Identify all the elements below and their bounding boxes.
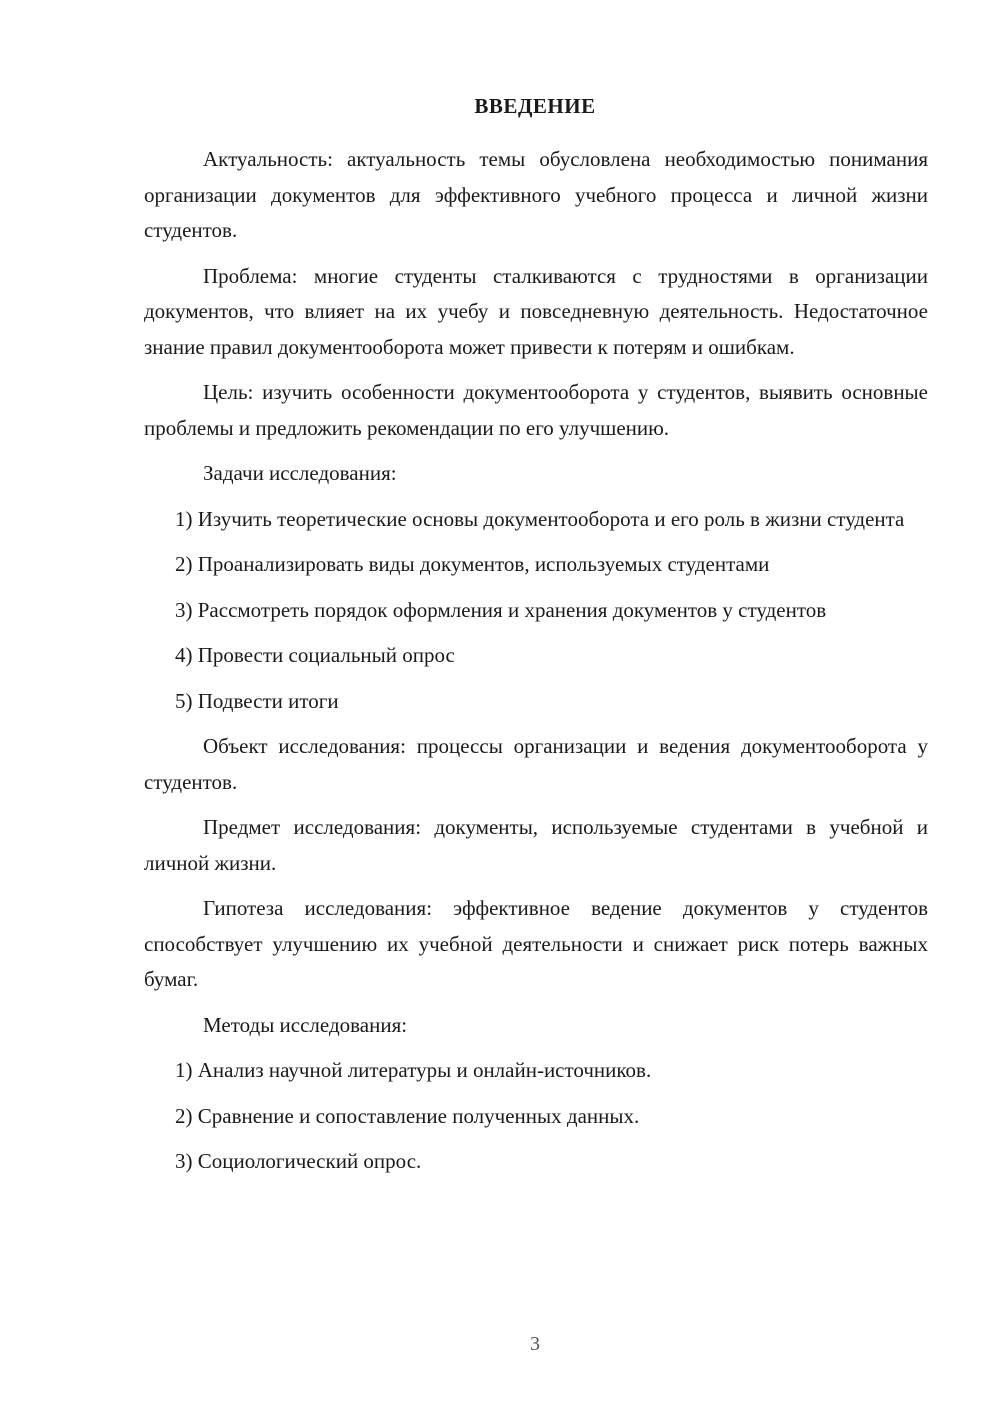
method-item-2: 2) Сравнение и сопоставление полученных данных. bbox=[175, 1103, 640, 1128]
section-heading: ВВЕДЕНИЕ bbox=[474, 94, 596, 118]
goal-paragraph: Цель: изучить особенности документооборота у студентов, выявить основные проблемы и предложить рекомендации по его улучшению. bbox=[144, 380, 928, 440]
tasks-heading: Задачи исследования: bbox=[203, 461, 397, 485]
hypothesis-paragraph: Гипотеза исследования: эффективное ведение документов у студентов способствует улучшению их учебной деятельности и снижает риск потерь важных бумаг. bbox=[144, 896, 928, 991]
task-item-4: 4) Провести социальный опрос bbox=[175, 643, 455, 667]
task-item-5: 5) Подвести итоги bbox=[175, 688, 339, 713]
document-body bbox=[144, 142, 928, 1190]
task-item-2: 2) Проанализировать виды документов, используемых студентами bbox=[175, 552, 770, 576]
page-number: 3 bbox=[530, 1333, 540, 1355]
method-item-1: 1) Анализ научной литературы и онлайн-источников. bbox=[175, 1058, 652, 1082]
task-item-3: 3) Рассмотреть порядок оформления и хранения документов у студентов bbox=[175, 597, 827, 622]
methods-heading: Методы исследования: bbox=[203, 1012, 408, 1037]
task-item-1: 1) Изучить теоретические основы документооборота и его роль в жизни студента bbox=[175, 506, 905, 531]
problem-paragraph: Проблема: многие студенты сталкиваются с трудностями в организации документов, что влияет на их учебу и повседневную деятельность. Недостаточное знание правил документооборота может привести к потерям и ошибкам. bbox=[144, 263, 928, 359]
relevance-paragraph: Актуальность: актуальность темы обусловлена необходимостью понимания организации документов для эффективного учебного процесса и личной жизни студентов. bbox=[144, 147, 928, 242]
method-item-3: 3) Социологический опрос. bbox=[175, 1149, 422, 1173]
object-paragraph: Объект исследования: процессы организации и ведения документооборота у студентов. bbox=[144, 734, 928, 794]
subject-paragraph: Предмет исследования: документы, используемые студентами в учебной и личной жизни. bbox=[144, 815, 928, 875]
